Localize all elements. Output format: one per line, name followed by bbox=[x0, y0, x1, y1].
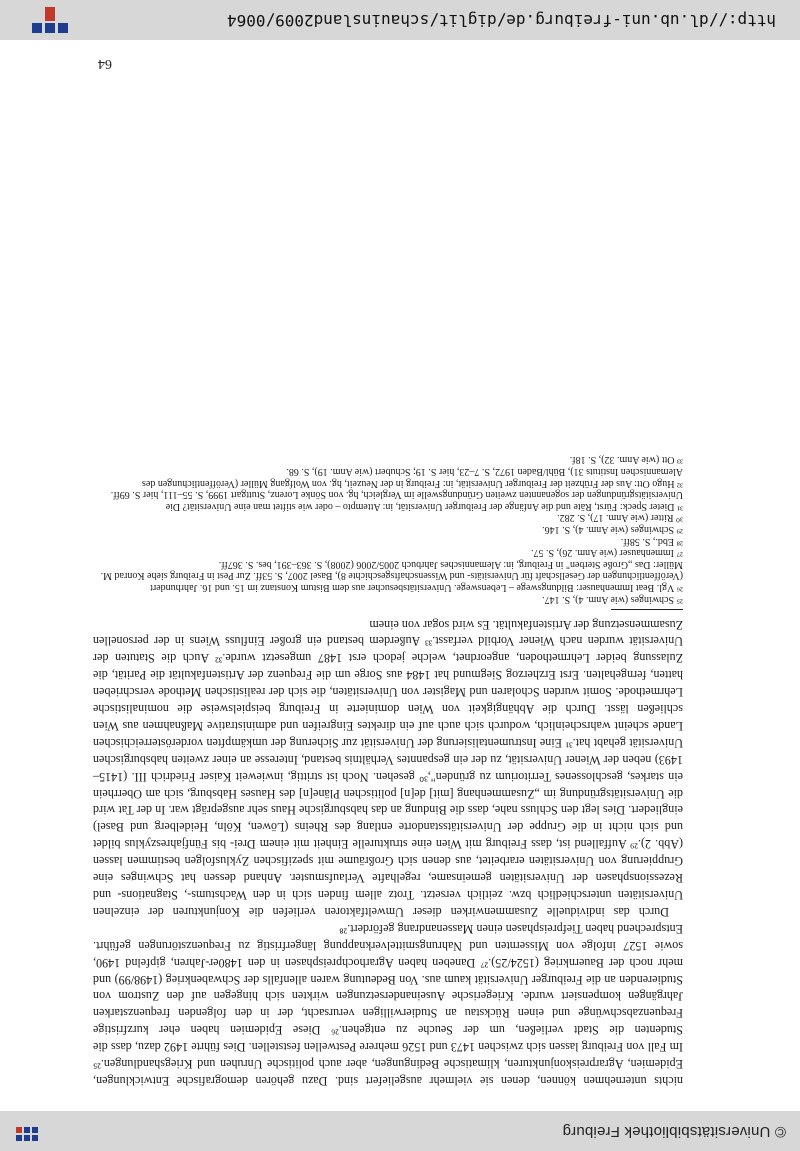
footnote: ³³ Ott (wie Anm. 32), S. 18f. bbox=[569, 454, 683, 466]
paragraph: nichts unternehmen können, denen sie vielmehr ausgeliefert sind. Dazu gehören demografische Entwicklungen, Epidemien, Agrarpreiskonjunkturen, klimatische Bedingungen, aber auch politische Unruhen und Kriegshandlungen.²⁵ Im Fall von Freiburg lassen sich zwischen 1473 und 1526 mehrere Pestwellen feststellen. Dies führte 1492 dazu, dass die Studenten die Stadt verließen, um der Seuche zu entgehen.²⁶ Diese Epidemien haben eher kurzfristige Frequenzabschwünge und einen Rückstau an Studierwilligen verursacht, der in den folgenden frequenzstarken Jahrgängen kompensiert wurde. Kriegerische Auseinandersetzungen wirkten sich hingegen auf den Zustrom von Studierenden an die Freiburger Universität kaum aus. Von Bedeutung waren allenfalls der Schwabenkrieg (1498/99) und mehr noch der Bauernkrieg (1524/25).²⁷ Daneben haben Agrarhochpreisphasen in den 1480er-Jahren, gipfelnd 1490, sowie 1527 infolge von Missernten und Nahrungsmittelverknappung längerfristig zu Frequenzstörungen geführt. Entsprechend haben Tiefpreisphasen einen Massenandrang gefördert.²⁸ bbox=[93, 921, 683, 1088]
footnote: ³² Hugo Ott: Aus der Frühzeit der Freiburger Universität, in: Freiburg in der Neuzeit, hg. von Wolfgang Müller (Veröffentlichungen des Alemannischen Instituts 31), Bühl/Baden 1972, S. 7–23, hier S. 19; Schubert (wie Anm. 19), S. 68. bbox=[141, 466, 683, 489]
footnote: ³¹ Dieter Speck: Fürst, Räte und die Anfänge der Freiburger Universität, in: Attempto – oder wie stiftet man eine Universität? Die Universitätsgründungen der sogenannten zweiten Gründungswelle im Vergleich, hg. von Sönke Lorenz, Stuttgart 1999, S. 55–111, hier S. 69ff. bbox=[110, 489, 683, 512]
copyright-notice: © Universitätsbibliothek Freiburg bbox=[562, 1123, 786, 1140]
footnote: ²⁵ Schwinges (wie Anm. 4), S. 147. bbox=[542, 593, 683, 605]
university-logo-icon bbox=[30, 5, 70, 35]
document-page bbox=[0, 40, 800, 1111]
footnote: ³⁰ Ritter (wie Anm. 17), S. 282. bbox=[557, 512, 683, 524]
permalink-url[interactable]: http://dl.ub.uni-freiburg.de/diglit/schauinsland2009/0064 bbox=[226, 11, 776, 30]
body-text bbox=[93, 616, 683, 1089]
library-logo-icon bbox=[10, 1117, 38, 1145]
viewer-footer bbox=[0, 0, 800, 40]
paragraph: Durch das individuelle Zusammenwirken dieser Umweltfaktoren verliefen die Konjunkturen der einzelnen Universitäten unterschiedlich bzw. zeitlich versetzt. Trotz allem finden sich in den Wachstums-, Stagnations- und Rezessionsphasen der Universitäten gemeinsame, regelhafte Verlaufsmuster. Anhand dessen hat Schwinges eine Gruppierung von Universitäten erarbeitet, aus denen sich Großräume mit spezifischen Zyklusfolgen bestimmen lassen (Abb. 2).²⁹ Auffallend ist, dass Freiburg mit Wien eine strukturelle Einheit mit einem Drei- bis Fünfjahreszyklus bildet und sich nicht in die Gruppe der Universitätsstandorte entlang des Rheins (Löwen, Köln, Heidelberg und Basel) eingliedert. Dies legt den Schluss nahe, dass die Bindung an das habsburgische Haus sehr ausgeprägt war. In der Tat wird die Universitätsgründung im „Zusammenhang [mit] de[n] politischen Pläne[n] des Hauses Habsburg, sich am Oberrhein ein starkes, geschlossenes Territorium zu gründen",³⁰ gesehen. Noch ist strittig, inwieweit Kaiser Friedrich III. (1415–1493) neben der Wiener Universität, zu der ein gespanntes Verhältnis bestand, Interesse an einer zweiten habsburgischen Universität gehabt hat.³¹ Eine Instrumentalisierung der Universität zur Sicherung der umkämpften vorderösterreichischen Lande scheint wahrscheinlich, wodurch sich auch auf ein direktes Eingreifen und administrative Maßnahmen aus Wien schließen lässt. Durch die Abhängigkeit von Wien dominierte in Freiburg beispielsweise die nominalistische Lehrmethode. Somit wurden Scholaren und Magister von Universitäten, die sich der realistischen Methode verschrieben hatten, ferngehalten. Erst Erzherzog Siegmund hat 1484 aus Sorge um die Frequenz der Artistenfakultät die Parität, die Zulassung beider Lehrmethoden, angeordnet, welche jedoch erst 1487 umgesetzt wurde.³² Auch die Statuten der Universität wurden nach Wiener Vorbild verfasst.³³ Außerdem bestand ein großer Einfluss Wiens in der personellen Zusammensetzung der Artistenfakultät. Es wird sogar von einem bbox=[93, 617, 683, 919]
footnote: ²⁹ Schwinges (wie Anm. 4), S. 146. bbox=[542, 524, 683, 536]
footnote: ²⁸ Ebd., S. 58ff. bbox=[620, 535, 683, 547]
footnote: ²⁶ Vgl. Beat Immenhauser: Bildungswege – Lebenswege. Universitätsbesucher aus dem Bistum Konstanz im 15. und 16. Jahrhundert (Veröffentlichungen der Gesellschaft für Universitäts- und Wissenschaftsgeschichte 8), Basel 2007, S. 53ff. Zur Pest in Freiburg siehe Konrad M. Müller: Das „Große Sterben" in Freiburg, in: Alemannisches Jahrbuch 2005/2006 (2008), S. 363–391, bes. S. 367ff. bbox=[100, 558, 683, 594]
footnote-separator bbox=[611, 609, 683, 610]
footnotes bbox=[93, 454, 683, 605]
viewer-header bbox=[0, 1111, 800, 1151]
page-number: 64 bbox=[98, 56, 112, 71]
footnote: ²⁷ Immenhauser (wie Anm. 26), S. 57. bbox=[530, 547, 683, 559]
page-content bbox=[93, 454, 683, 1089]
